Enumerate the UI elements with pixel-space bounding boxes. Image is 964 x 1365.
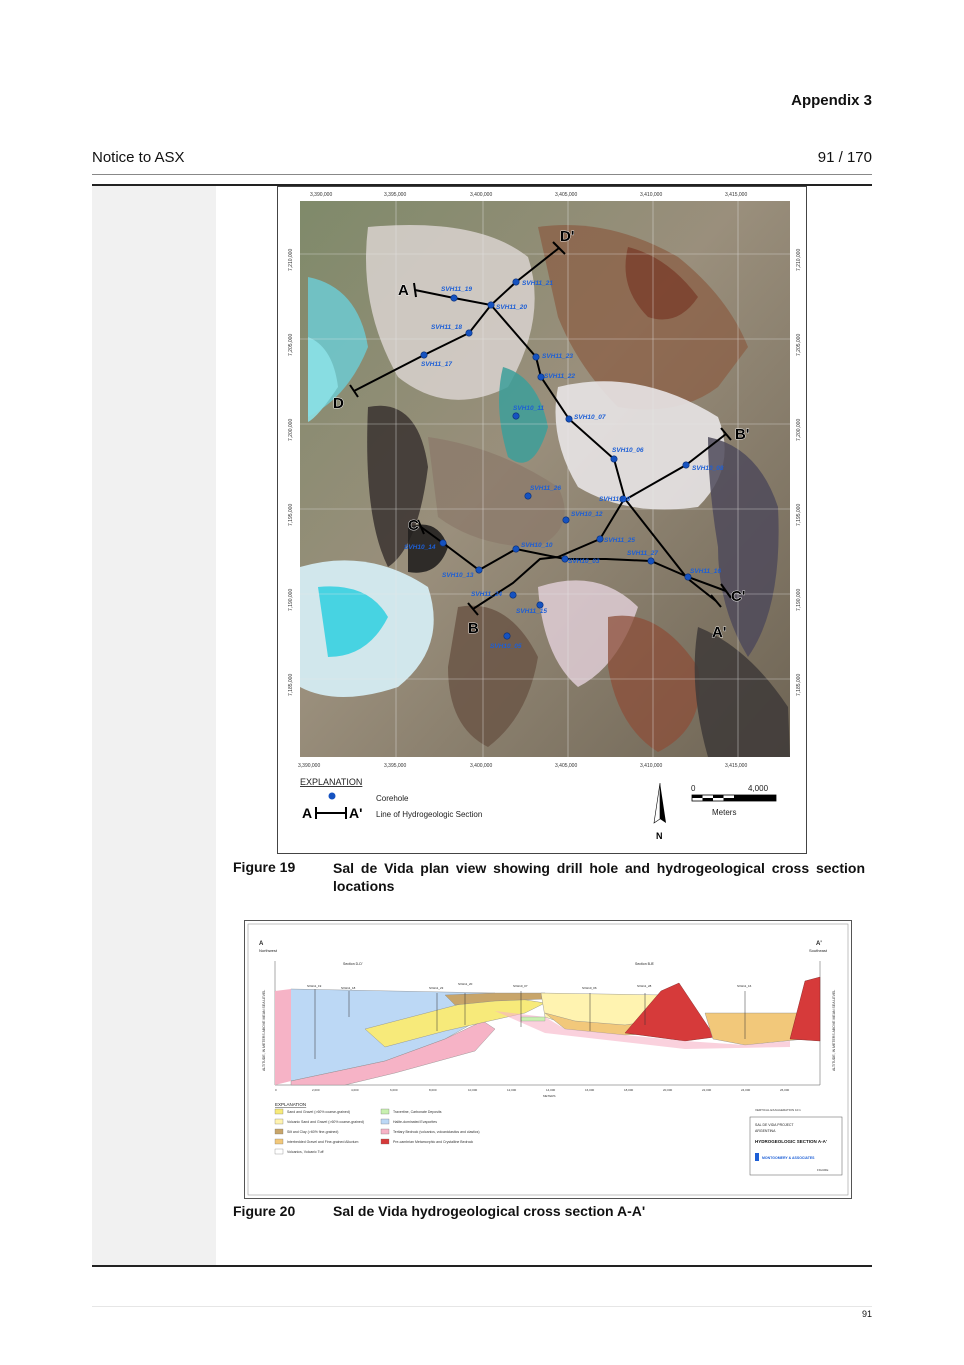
bottom-tick: 3,395,000 [384,763,407,769]
section-end-label: C' [731,588,746,605]
xs-well-label: SVH10_06 [582,986,597,990]
corehole-label: SVH10_05 [490,643,522,650]
xs-x-tick: 2,000 [312,1088,320,1092]
xs-legend-swatch [275,1149,283,1154]
left-axis [288,249,294,696]
xs-end-dir: Southeast [809,948,828,953]
section-end-label: B' [735,426,750,443]
xs-project: SAL DE VIDA PROJECT [755,1123,794,1127]
cross-section-canvas [245,921,851,1198]
corehole-marker [510,592,516,598]
corehole-label: SVH11_27 [627,550,658,557]
xs-x-tick: 4,000 [351,1088,359,1092]
legend-line-end: A' [349,805,363,821]
xs-section-mark: Section D-D' [343,962,363,966]
section-end-label: D' [560,228,575,245]
plan-view-map [277,186,807,854]
corehole-marker [421,352,427,358]
xs-y-label: ALTITUDE, IN METERS ABOVE MEAN SEA LEVEL [262,989,266,1071]
north-label: N [656,831,663,841]
xs-legend-label: Halite-dominated Evaporites [393,1120,437,1124]
right-axis [796,249,802,696]
xs-well-label: SVH10_07 [513,984,528,988]
xs-legend-swatch [381,1139,389,1144]
xs-x-tick: 14,000 [546,1088,556,1092]
corehole-label: SVH11_18 [431,324,462,331]
xs-legend-swatch [275,1119,283,1124]
xs-start-label: A [259,941,264,947]
corehole-label: SVH10_12 [571,511,603,518]
xs-legend-label: Pre-cambrian Metamorphic and Crystalline Bedrock [393,1140,474,1144]
precambrian-bedrock-right [790,977,820,1041]
xs-legend-swatch [275,1109,283,1114]
tertiary-bedrock-left [275,989,291,1085]
travertine-layer [521,1017,545,1021]
figure20-number: Figure 20 [233,1203,296,1219]
xs-x-tick: 12,000 [507,1088,517,1092]
xs-x-tick: 22,000 [702,1088,712,1092]
corehole-marker [504,633,510,639]
xs-legend-label: Volcanic Sand and Gravel (>60% coarse-grained) [287,1120,364,1124]
xs-legend [275,1102,480,1154]
section-end-label: D [333,395,344,412]
xs-legend-title: EXPLANATION [275,1102,307,1107]
corehole-marker [611,456,617,462]
xs-x-tick: 16,000 [585,1088,595,1092]
side-tick: 7,200,000 [288,418,294,441]
xs-x-axis [275,1088,790,1098]
xs-x-tick: 0 [275,1088,277,1092]
bottom-tick: 3,390,000 [298,763,321,769]
notice-label: Notice to ASX [92,149,185,166]
xs-x-tick: 26,000 [780,1088,790,1092]
corehole-label: SVH10_11 [513,405,544,412]
legend-line-start: A [302,805,313,821]
corehole-label: SVH11_25 [604,537,635,544]
bottom-tick: 3,415,000 [725,763,748,769]
corehole-label: SVH10_07 [574,414,606,421]
corehole-marker [513,279,519,285]
bottom-tick: 3,410,000 [640,763,663,769]
xs-well-label: SVH11_18 [341,986,356,990]
margin-panel [92,186,216,1266]
xs-title: HYDROGEOLOGIC SECTION A-A' [755,1139,827,1144]
figure19-caption: Sal de Vida plan view showing drill hole and hydrogeological cross section locations [333,860,865,894]
xs-well-label: SVH11_28 [637,984,652,988]
page-number: 91 [861,1309,872,1319]
xs-legend-swatch [381,1119,389,1124]
top-tick: 3,405,000 [555,192,578,198]
page-counter: 91 / 170 [817,149,872,166]
xs-legend-label: Volcanics, Volcanic Tuff [287,1150,324,1154]
bottom-tick: 3,405,000 [555,763,578,769]
side-tick: 7,190,000 [796,588,802,611]
side-tick: 7,185,000 [796,673,802,696]
xs-legend-left [275,1109,364,1154]
corehole-label: SVH11_19 [441,286,472,293]
corehole-label: SVH10_08 [692,465,724,472]
xs-legend-right [381,1109,480,1144]
xs-legend-label: Travertine, Carbonate Deposits [393,1110,442,1114]
top-tick: 3,415,000 [725,192,748,198]
section-end-label: C [408,517,419,534]
top-tick: 3,400,000 [470,192,493,198]
xs-legend-swatch [381,1129,389,1134]
side-tick: 7,210,000 [288,248,294,271]
side-tick: 7,185,000 [288,673,294,696]
top-tick: 3,410,000 [640,192,663,198]
xs-x-tick: 24,000 [741,1088,751,1092]
corehole-label: SVH10_14 [404,544,436,551]
corehole-label: SVH10_03 [568,558,600,565]
top-tick: 3,390,000 [310,192,333,198]
cross-section-figure [244,920,852,1199]
corehole-label: SVH11_15 [516,608,547,615]
corehole-label: SVH11_26 [530,485,561,492]
xs-x-tick: 10,000 [468,1088,478,1092]
xs-start-dir: Northwest [259,948,278,953]
corehole-marker [533,354,539,360]
corehole-label: SVH10_13 [442,572,474,579]
corehole-label: SVH11_23 [542,353,573,360]
corehole-label: SVH11_24 [471,591,502,598]
xs-layers [275,977,820,1085]
corehole-marker [488,302,494,308]
xs-well-labels [307,982,752,990]
corehole-marker [466,330,472,336]
corehole-marker [597,536,603,542]
xs-well-label: SVH11_19 [307,984,322,988]
corehole-marker [648,558,654,564]
corehole-marker [563,517,569,523]
xs-title-block [750,1108,842,1175]
corehole-marker [683,462,689,468]
section-end-label: A' [712,624,727,641]
figure19-number: Figure 19 [233,859,296,875]
corehole-marker [525,493,531,499]
xs-x-tick: 8,000 [429,1088,437,1092]
xs-legend-label: Silt and Clay (>60% fine-grained) [287,1130,339,1134]
corehole-marker [440,540,446,546]
legend-corehole-label: Corehole [376,794,409,803]
xs-legend-swatch [275,1139,283,1144]
corehole-marker [476,567,482,573]
footer-rule [92,1265,872,1267]
xs-legend-swatch [381,1109,389,1114]
side-tick: 7,205,000 [796,333,802,356]
corehole-label: SVH11_20 [496,304,527,311]
legend-corehole-icon [329,793,336,800]
corehole-marker [451,295,457,301]
side-tick: 7,190,000 [288,588,294,611]
xs-section-mark: Section B-B' [635,962,655,966]
corehole-label: SVH10_10 [521,542,553,549]
north-arrow-icon [660,783,666,823]
company-logo [755,1153,759,1161]
scale-bar [692,795,776,801]
side-tick: 7,210,000 [796,248,802,271]
corehole-label: SVH10_06 [612,447,644,454]
corehole-label: SVH11_22 [544,373,575,380]
xs-legend-label: Interbedded Gravel and Fine-grained Alluvium [287,1140,359,1144]
section-end-label: A [398,282,409,299]
top-tick: 3,395,000 [384,192,407,198]
corehole-label: SVH11_17 [421,361,452,368]
xs-figure-label: FIGURE [817,1168,829,1172]
xs-country: ARGENTINA [755,1129,776,1133]
footer-line [92,1306,872,1307]
side-tick: 7,205,000 [288,333,294,356]
section-ends [259,941,828,966]
side-tick: 7,195,000 [796,503,802,526]
top-axis [310,192,747,198]
section-end-label: B [468,620,479,637]
side-tick: 7,200,000 [796,418,802,441]
corehole-label: SVH11_21 [522,280,553,287]
xs-x-tick: 20,000 [663,1088,673,1092]
xs-scale-note: VERTICAL EXAGGERATION 10:1 [755,1108,801,1112]
xs-x-tick: 6,000 [390,1088,398,1092]
xs-x-label: METERS [543,1094,556,1098]
appendix-title: Appendix 3 [791,92,872,109]
xs-well-label: SVH11_20 [458,982,473,986]
map-legend [300,777,776,841]
xs-legend-label: Sand and Gravel (>60% coarse-grained) [287,1110,350,1114]
corehole-label: SVH11_16 [690,568,721,575]
xs-x-tick: 18,000 [624,1088,634,1092]
scale-max: 4,000 [748,784,769,793]
map-canvas [278,187,806,853]
xs-company: MONTGOMERY & ASSOCIATES [762,1156,815,1160]
xs-y-label-right: ALTITUDE, IN METERS ABOVE MEAN SEA LEVEL [832,989,836,1071]
scale-unit: Meters [712,808,737,817]
interbedded-layer-east [705,1013,805,1045]
corehole-label: SVH11_28 [599,496,630,503]
side-tick: 7,195,000 [288,503,294,526]
xs-well-label: SVH11_23 [429,986,444,990]
corehole-marker [566,416,572,422]
xs-end-label: A' [816,941,822,947]
legend-title: EXPLANATION [300,777,363,787]
corehole-marker [513,413,519,419]
bottom-tick: 3,400,000 [470,763,493,769]
header-rule [92,174,872,175]
bottom-axis [298,763,747,769]
xs-legend-swatch [275,1129,283,1134]
xs-well-label: SVH11_16 [737,984,752,988]
scale-zero: 0 [691,784,696,793]
xs-legend-label: Tertiary Bedrock (volcanics, volcaniclastics and clastics) [393,1130,480,1134]
corehole-marker [513,546,519,552]
figure20-caption: Sal de Vida hydrogeological cross section A-A' [333,1203,646,1219]
legend-line-label: Line of Hydrogeologic Section [376,810,483,819]
